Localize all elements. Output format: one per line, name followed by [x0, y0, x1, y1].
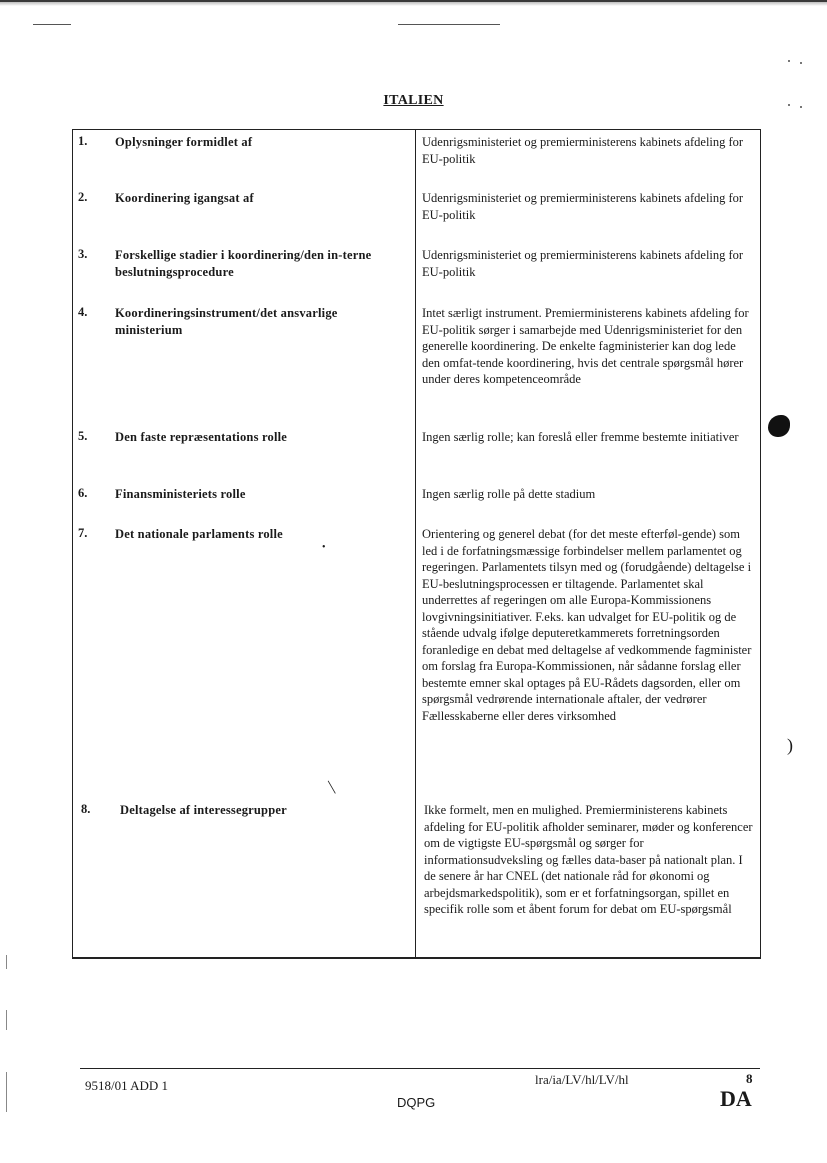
footer-rule: [80, 1068, 760, 1069]
row-number: 7.: [78, 526, 88, 540]
row-number: 2.: [78, 190, 88, 204]
row-label: Forskellige stadier i koordinering/den in-terne beslutningsprocedure: [115, 248, 372, 279]
document-reference: 9518/01 ADD 1: [85, 1078, 169, 1093]
margin-parenthesis: ): [787, 735, 793, 755]
scan-speck: [800, 62, 802, 64]
ink-blot: [768, 415, 790, 437]
page-number: 8: [746, 1071, 753, 1086]
row-value: Ikke formelt, men en mulighed. Premierministerens kabinets afdeling for EU-politik afholder seminarer, møder og konferencer om de vigtigste EU-spørgsmål og sørger for informationsudveksling og fælles data-baser på nationalt plan. I de senere år har CNEL (det nationale råd for økonomi og arbejdsmarkedspolitik), som er et forfatningsorgan, spillet en specifik rolle som et åbent forum for debat om EU-spørgsmål: [424, 803, 753, 916]
row-value: Udenrigsministeriet og premierministerens kabinets afdeling for EU-politik: [422, 135, 744, 166]
author-initials: lra/ia/LV/hl/LV/hl: [535, 1072, 629, 1087]
row-label: Finansministeriets rolle: [115, 487, 246, 501]
stray-mark: |: [325, 778, 337, 795]
row-value: Ingen særlig rolle; kan foreslå eller fremme bestemte initiativer: [422, 430, 739, 444]
scan-artifact: [33, 24, 71, 25]
row-number: 6.: [78, 486, 88, 500]
department-code: DQPG: [397, 1095, 436, 1110]
row-label: Det nationale parlaments rolle: [115, 527, 283, 541]
scan-edge-mark: [6, 1072, 7, 1112]
page-title: ITALIEN: [383, 93, 444, 108]
row-number: 5.: [78, 429, 88, 443]
row-value: Udenrigsministeriet og premierministerens kabinets afdeling for EU-politik: [422, 191, 744, 222]
language-code: DA: [720, 1086, 752, 1111]
row-value: Ingen særlig rolle på dette stadium: [422, 487, 596, 501]
row-value: Intet særligt instrument. Premierministerens kabinets afdeling for EU-politik sørger i samarbejde med Udenrigsministeriet for den generelle koordinering. De enkelte fagministerier kan dog lede den omfat-tende koordinering, hvis det centrale spørgsmål hører under deres kompetenceområde: [422, 306, 749, 386]
row-number: 1.: [78, 134, 88, 148]
row-value: Udenrigsministeriet og premierministerens kabinets afdeling for EU-politik: [422, 248, 744, 279]
scan-edge-mark: [6, 955, 7, 969]
row-label: Den faste repræsentations rolle: [115, 430, 288, 444]
row-number: 3.: [78, 247, 88, 261]
scan-top-edge: [0, 0, 827, 6]
row-number: 4.: [78, 305, 88, 319]
row-label: Oplysninger formidlet af: [115, 135, 253, 149]
row-label: Koordineringsinstrument/det ansvarlige ministerium: [115, 306, 338, 337]
scan-edge-mark: [6, 1010, 7, 1030]
scan-speck: [788, 60, 790, 62]
stray-mark: •: [322, 542, 326, 553]
row-label: Koordinering igangsat af: [115, 191, 254, 205]
row-number: 8.: [81, 802, 91, 816]
table-column-divider: [415, 129, 416, 959]
row-value: Orientering og generel debat (for det meste efterføl-gende) som led i de forfatningsmæssige forbindelser mellem parlamentet og regeringen. Parlamentets tilsyn med og (forudgående) deltagelse i EU-beslutningsprocessen er tiltagende. Parlamentet skal underrettes af regeringen om alle Europa-Kommissionens lovgivningsinitiativer. F.eks. kan udvalget for EU-politik og de stående udvalg ifølge deputeretkammerets forretningsorden foranledige en debat med deltagelse af vedkommende fagminister om forslag fra Europa-Kommissionen, når sådanne forslag eller bestemte emner skal optages på EU-Rådets dagsorden, eller om spørgsmål vedrørende internationale aftaler, der vedrører Fællesskaberne eller deres virksomhed: [422, 527, 752, 723]
scan-artifact: [398, 24, 500, 25]
row-label: Deltagelse af interessegrupper: [120, 803, 287, 817]
